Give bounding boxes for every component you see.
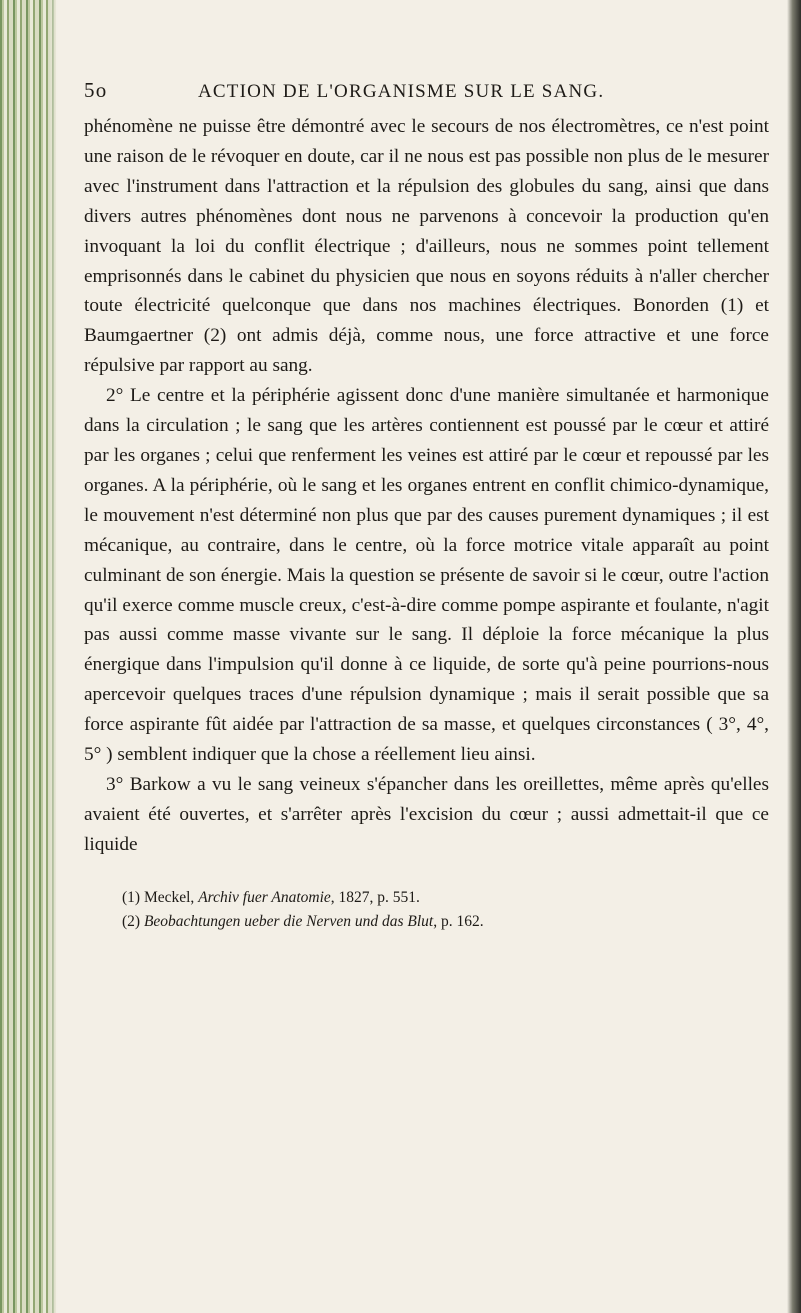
footnote-mark: (2) <box>122 912 141 930</box>
paragraph-3: 3° Barkow a vu le sang veineux s'épancher dans les oreillettes, même après qu'elles avaient été ouvertes, et s'arrêter après l'excision du cœur ; aussi admettait-il que ce liquide <box>84 773 769 855</box>
footnote-1 <box>122 886 769 910</box>
body-text <box>84 112 769 860</box>
footnote-title: Archiv fuer Anatomie <box>198 888 331 906</box>
footnotes <box>84 886 769 934</box>
book-gutter-binding <box>0 0 58 1313</box>
book-page <box>84 78 769 934</box>
footnote-rest: , p. 162. <box>433 912 484 930</box>
page-edge-shadow <box>787 0 801 1313</box>
footnote-title: Beobachtungen ueber die Nerven und das Blut <box>143 912 434 930</box>
footnote-2 <box>122 910 769 934</box>
footnote-author: Meckel, <box>143 888 195 906</box>
paragraph-2: 2° Le centre et la périphérie agissent donc d'une manière simultanée et harmonique dans la circulation ; le sang que les artères contiennent est poussé par le cœur et attiré par les organes ; celui que renferment les veines est attiré par le cœur et repoussé par les organes. A la périphérie, où le sang et les organes entrent en conflit chimico-dynamique, le mouvement n'est déterminé non plus que par des causes purement dynamiques ; il est mécanique, au contraire, dans le centre, où la force motrice vitale apparaît au point culminant de son énergie. Mais la question se présente de savoir si le cœur, outre l'action qu'il exerce comme muscle creux, c'est-à-dire comme pompe aspirante et foulante, n'agit pas aussi comme masse vivante sur le sang. Il déploie la force mécanique la plus énergique dans l'impulsion qu'il donne à ce liquide, de sorte qu'à peine pourrions-nous apercevoir quelques traces d'une répulsion dynamique ; mais il serait possible que sa force aspirante fût aidée par l'attraction de sa masse, et quelques circonstances ( 3°, 4°, 5° ) semblent indiquer que la chose a réellement lieu ainsi. <box>84 385 769 766</box>
running-title: ACTION DE L'ORGANISME SUR LE SANG. <box>198 81 605 102</box>
footnote-mark: (1) <box>122 888 141 906</box>
page-number: 5o <box>84 78 108 102</box>
paragraph-continuation: phénomène ne puisse être démontré avec le secours de nos électromètres, ce n'est point une raison de le révoquer en doute, car il ne nous est pas possible non plus de le mesurer avec l'instrument dans l'attraction et la répulsion des globules du sang, ainsi que dans divers autres phénomènes dont nous ne parvenons à concevoir la production qu'en invoquant la loi du conflit électrique ; d'ailleurs, nous ne sommes point tellement emprisonnés dans le cabinet du physicien que nous en soyons réduits à n'aller chercher toute électricité quelconque que dans nos machines électriques. Bonorden (1) et Baumgaertner (2) ont admis déjà, comme nous, une force attractive et une force répulsive par rapport au sang. <box>84 116 769 377</box>
footnote-rest: , 1827, p. 551. <box>330 888 420 906</box>
page-header <box>84 78 769 108</box>
